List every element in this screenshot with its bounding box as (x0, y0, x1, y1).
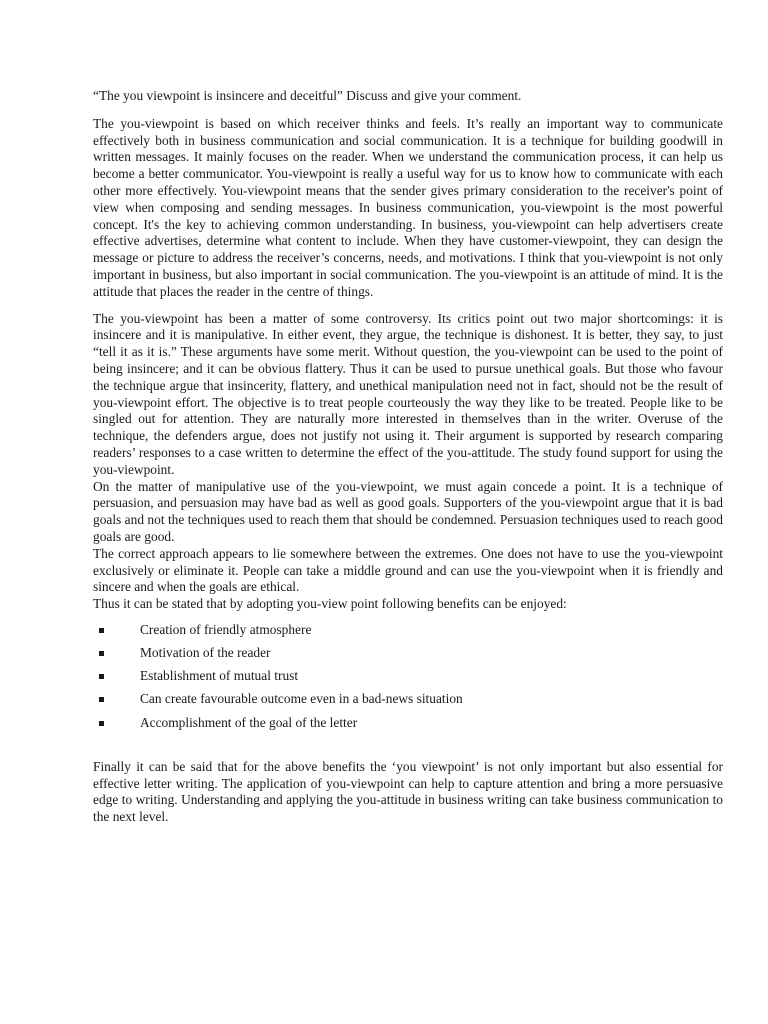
essay-title: “The you viewpoint is insincere and deceitful” Discuss and give your comment. (93, 88, 522, 103)
square-bullet-icon (99, 721, 104, 726)
list-item (93, 668, 723, 691)
paragraph-1: The you-viewpoint is based on which receiver thinks and feels. It’s really an important way to communicate effectively both in business communication and social communication. It is a technique for building goodwill in written messages. It mainly focuses on the reader. When we understand the communication process, it can help us become a better communicator. You-viewpoint is really a useful way for us to know how to communicate with each other more effectively. You-viewpoint means that the sender gives primary consideration to the receiver's point of view when composing and sending messages. In business communication, you-viewpoint is the most powerful concept. It's the key to achieving common understanding. In business, you-viewpoint can help advertisers create effective advertises, determine what content to include. When they have customer-viewpoint, they can design the message or picture to address the receiver’s concerns, needs, and motivations. I think that you-viewpoint is not only important in business, but also important in social communication. The you-viewpoint is an attitude of mind. It is the attitude that places the reader in the centre of things. (93, 115, 723, 299)
paragraph-3: On the matter of manipulative use of the you-viewpoint, we must again concede a point. It is a technique of persuasion, and persuasion may have bad as well as good goals. Supporters of the you-viewpoint argue that it is bad goals and not the techniques used to reach them that should be condemned. Persuasion techniques used to reach good goals are good. (93, 478, 723, 544)
square-bullet-icon (99, 651, 104, 656)
benefits-list (93, 622, 723, 738)
paragraph-2: The you-viewpoint has been a matter of some controversy. Its critics point out two major shortcomings: it is insincere and it is manipulative. In either event, they argue, the technique is dishonest. It is better, they say, to just “tell it as it is.” These arguments have some merit. Without question, the you-viewpoint can be used to the point of being insincere; and it can be obvious flattery. Thus it can be used to pursue unethical goals. But those who favour the technique argue that insincerity, flattery, and unethical manipulation need not in fact, should not be the result of you-viewpoint effort. The objective is to treat people courteously the way they like to be treated. People like to be singled out for attention. They are naturally more interested in themselves than in the writer. Overuse of the technique, the defenders argue, does not justify not using it. Their argument is supported by research comparing readers’ responses to a case written to determine the effect of the you-attitude. The study found support for using the you-viewpoint. (93, 310, 723, 477)
square-bullet-icon (99, 628, 104, 633)
benefit-text: Establishment of mutual trust (140, 668, 299, 684)
list-item (93, 691, 723, 714)
benefit-text: Creation of friendly atmosphere (140, 621, 312, 637)
list-item (93, 715, 723, 738)
conclusion-paragraph: Finally it can be said that for the above benefits the ‘you viewpoint’ is not only important but also essential for effective letter writing. The application of you-viewpoint can help to capture attention and bring a more persuasive edge to writing. Understanding and applying the you-attitude in business writing can take business communication to the next level. (93, 758, 723, 825)
paragraph-4: The correct approach appears to lie somewhere between the extremes. One does not have to use the you-viewpoint exclusively or eliminate it. People can take a middle ground and can use the you-viewpoint when it is friendly and sincere and when the goals are ethical. (93, 545, 723, 595)
square-bullet-icon (99, 674, 104, 679)
benefit-text: Can create favourable outcome even in a bad-news situation (140, 691, 463, 707)
list-item (93, 622, 723, 645)
paragraph-5: Thus it can be stated that by adopting you-view point following benefits can be enjoyed: (93, 596, 567, 612)
document-page (93, 88, 723, 826)
list-item (93, 645, 723, 668)
benefit-text: Accomplishment of the goal of the letter (140, 714, 358, 730)
square-bullet-icon (99, 697, 104, 702)
benefit-text: Motivation of the reader (140, 645, 271, 661)
